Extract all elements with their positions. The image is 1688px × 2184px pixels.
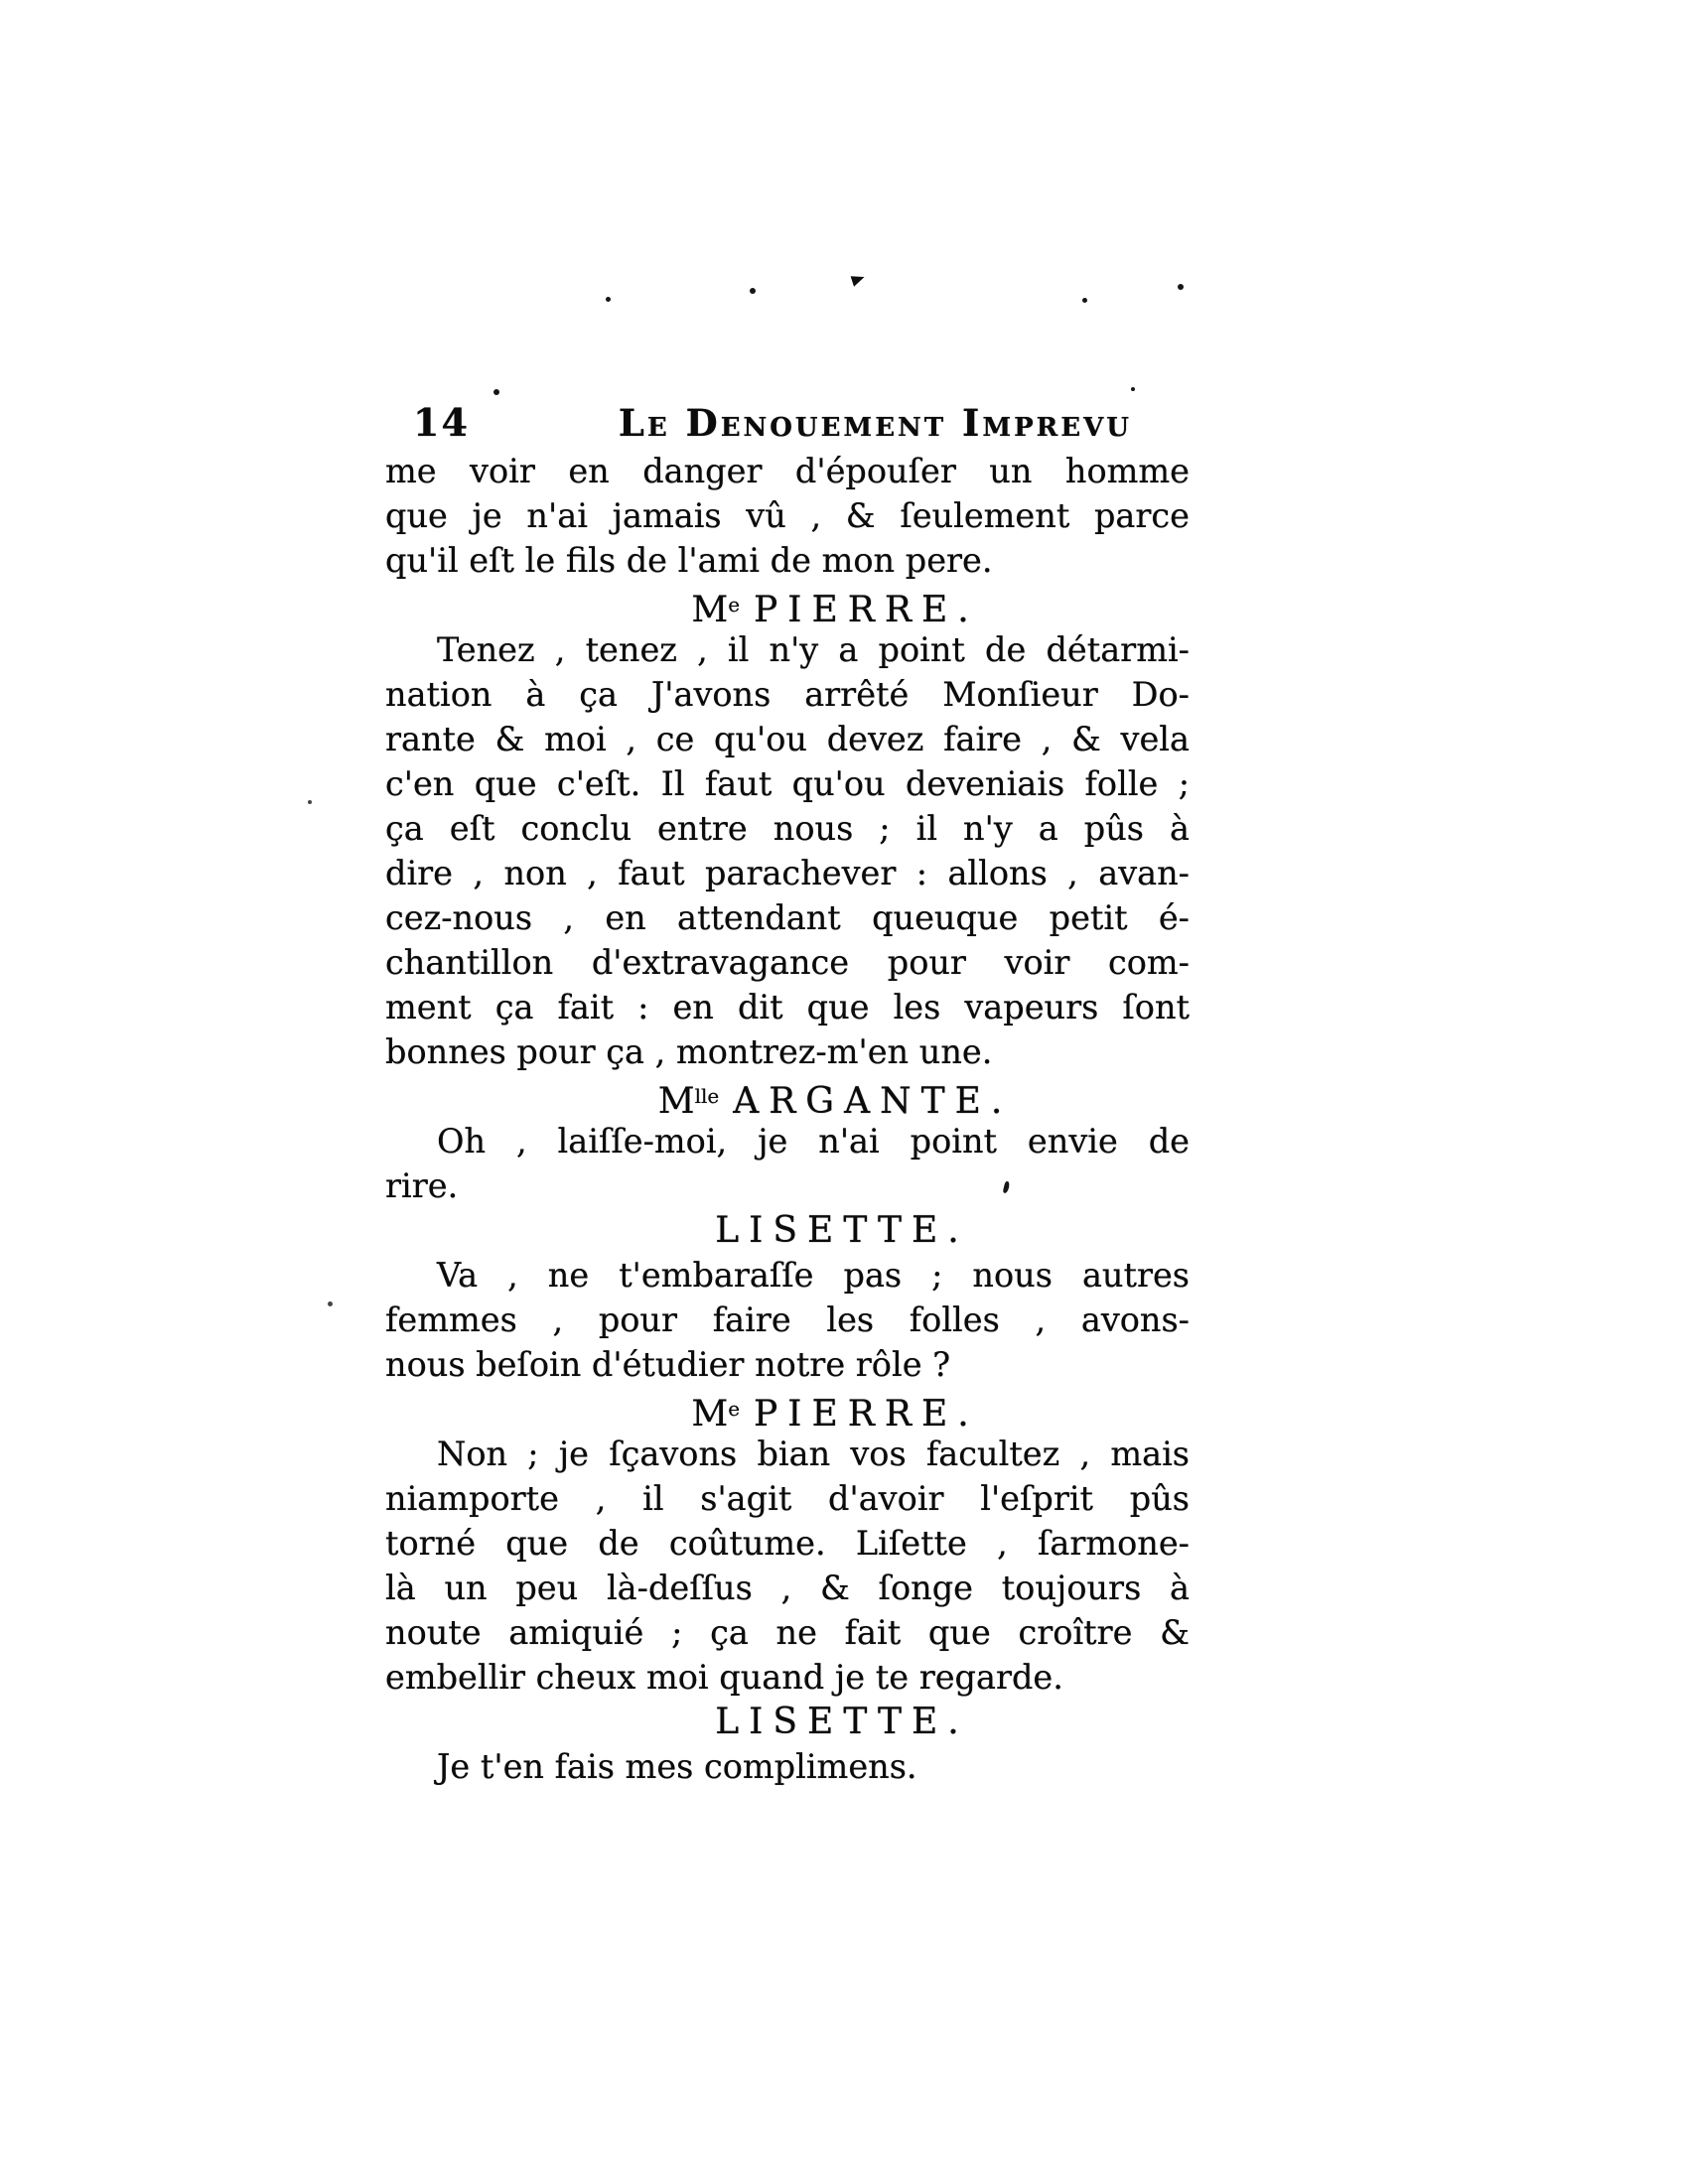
text-line: cez-nous , en attendant queuque petit é-	[385, 898, 1190, 937]
text-line: torné que de coûtume. Liſette , ſarmone-	[385, 1524, 1190, 1563]
text-block	[385, 399, 1190, 1789]
speaker-name: ARGANTE.	[733, 1081, 1013, 1122]
text-line: me voir en danger d'épouſer un homme	[385, 452, 1190, 490]
speaker-heading	[433, 1208, 1237, 1253]
text-line: niamporte , il s'agit d'avoir l'eſprit pûs	[385, 1479, 1190, 1518]
text-line: noute amiquié ; ça ne fait que croître &	[385, 1613, 1190, 1652]
text-line: femmes , pour faire les folles , avons-	[385, 1300, 1190, 1339]
speaker-abbreviation: $M^{lle}$	[657, 1081, 720, 1122]
text-line: dire , non , faut parachever : allons , avan-	[385, 854, 1190, 892]
text-line: que je n'ai jamais vû , & ſeulement parce	[385, 496, 1190, 535]
text-line: c'en que c'eſt. Il faut qu'ou deveniais folle ;	[385, 764, 1190, 803]
speaker-name: LISETTE.	[715, 1702, 969, 1742]
text-line: embellir cheux moi quand je te regarde.	[385, 1658, 1063, 1697]
ink-speck	[308, 800, 312, 804]
ink-speck	[1131, 387, 1135, 391]
page-header	[385, 399, 1190, 447]
text-line: qu'il eſt le fils de l'ami de mon pere.	[385, 541, 993, 580]
speaker-heading	[433, 1700, 1237, 1744]
speaker-abbreviation: Me	[691, 590, 741, 630]
speaker-heading	[433, 1387, 1237, 1432]
text-line: Non ; je ſçavons bian vos facultez , mais	[437, 1434, 1190, 1473]
speaker-superscript: e	[728, 593, 741, 616]
ink-speck	[606, 297, 611, 302]
text-line: rante & moi , ce qu'ou devez faire , & vela	[385, 720, 1190, 758]
text-line: là un peu là-deſſus , & ſonge toujours à	[385, 1569, 1190, 1607]
text-line: Va , ne t'embaraſſe pas ; nous autres	[437, 1256, 1190, 1295]
speaker-superscript: e	[728, 1397, 741, 1421]
text-line: Je t'en fais mes complimens.	[437, 1747, 917, 1786]
text-line: ment ça fait : en dit que les vapeurs ſont	[385, 988, 1190, 1026]
ink-speck	[1178, 284, 1184, 290]
speaker-superscript: lle	[694, 1084, 720, 1108]
ink-speck	[750, 288, 756, 294]
text-line: Oh , laiſſe-moi, je n'ai point envie de	[437, 1122, 1190, 1160]
ink-speck	[851, 272, 867, 286]
running-title: Le Denouement Imprevu	[618, 401, 1132, 445]
speaker-heading	[433, 1074, 1237, 1122]
text-line: chantillon d'extravagance pour voir com-	[385, 943, 1190, 982]
text-line: bonnes pour ça , montrez-m'en une.	[385, 1032, 993, 1071]
ink-speck	[328, 1301, 333, 1306]
speaker-heading	[433, 583, 1237, 630]
text-line: nation à ça J'avons arrêté Monſieur Do-	[385, 675, 1190, 714]
text-line: ça eſt conclu entre nous ; il n'y a pûs à	[385, 809, 1190, 848]
ink-speck	[493, 389, 499, 395]
text-line: Tenez , tenez , il n'y a point de détarmi-	[437, 630, 1190, 669]
text-line: rire.	[385, 1166, 459, 1205]
page-number: 14	[413, 400, 470, 445]
text-line: nous beſoin d'étudier notre rôle ?	[385, 1345, 951, 1384]
speaker-name: PIERRE.	[754, 1394, 979, 1434]
ink-speck	[1082, 298, 1087, 303]
speaker-name: PIERRE.	[754, 590, 979, 630]
speaker-abbreviation: Me	[691, 1394, 741, 1434]
speaker-name: LISETTE.	[715, 1210, 969, 1251]
